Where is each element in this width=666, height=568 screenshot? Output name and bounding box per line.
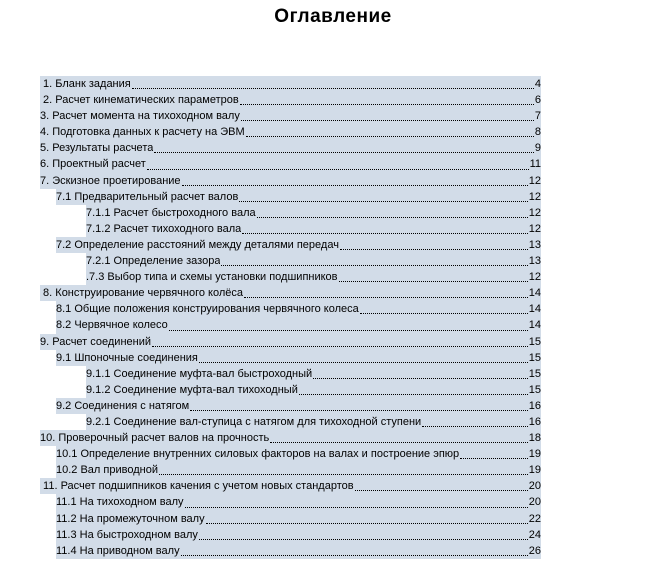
- page-title: Оглавление: [274, 6, 392, 27]
- toc-entry-page: 12: [528, 190, 541, 203]
- dot-leader: [240, 104, 534, 105]
- toc-entry-label: 8.2 Червячное колесо: [56, 319, 168, 332]
- toc-entry[interactable]: [40, 140, 541, 156]
- toc-entry[interactable]: [40, 92, 541, 108]
- toc-entry-page: 14: [528, 303, 541, 316]
- toc-entry[interactable]: [56, 317, 541, 333]
- toc-entry[interactable]: [56, 350, 541, 366]
- dot-leader: [132, 88, 534, 89]
- toc-entry-page: 15: [528, 351, 541, 364]
- dot-leader: [299, 394, 528, 395]
- toc-entry-label: .7.3 Выбор типа и схемы установки подшипников: [86, 271, 338, 284]
- toc-entry[interactable]: [56, 446, 541, 462]
- toc-entry-label: 7.2 Определение расстояний между деталями передач: [56, 238, 339, 251]
- toc-entry-page: 22: [528, 512, 541, 525]
- toc-entry-page: 4: [534, 78, 541, 90]
- dot-leader: [460, 458, 528, 459]
- toc-entry[interactable]: [56, 189, 541, 205]
- toc-entry-page: 15: [528, 383, 541, 396]
- toc-entry-page: 19: [528, 464, 541, 477]
- dot-leader: [147, 169, 529, 170]
- toc-entry[interactable]: [86, 221, 541, 237]
- toc-entry-page: 16: [528, 399, 541, 412]
- toc-entry-label: 9.1 Шпоночные соединения: [56, 351, 198, 364]
- toc-entry-label: 11.2 На промежуточном валу: [56, 512, 205, 525]
- toc-entry-page: 13: [528, 255, 541, 268]
- dot-leader: [154, 152, 534, 153]
- toc-entry[interactable]: [40, 478, 541, 494]
- toc-entry-page: 7: [534, 110, 541, 123]
- toc-entry-label: 9. Расчет соединений: [40, 335, 152, 348]
- dot-leader: [182, 185, 528, 186]
- toc-entry[interactable]: [40, 108, 541, 124]
- dot-leader: [355, 490, 528, 491]
- dot-leader: [239, 201, 527, 202]
- toc-entry-label: 9.2.1 Соединение вал-ступица с натягом для тихоходной ступени: [86, 415, 422, 428]
- toc-entry-label: 7.1 Предварительный расчет валов: [56, 190, 239, 203]
- toc-entry-label: 7.1.1 Расчет быстроходного вала: [86, 206, 256, 219]
- dot-leader: [185, 507, 528, 508]
- dot-leader: [152, 346, 528, 347]
- toc-entry-page: 8: [534, 126, 541, 139]
- dot-leader: [181, 555, 528, 556]
- toc-entry-label: 3. Расчет момента на тихоходном валу: [40, 110, 240, 123]
- toc-entry[interactable]: [56, 237, 541, 253]
- dot-leader: [246, 136, 534, 137]
- dot-leader: [313, 378, 528, 379]
- toc-entry[interactable]: [40, 76, 541, 92]
- toc-entry-label: 11. Расчет подшипников качения с учетом новых стандартов: [40, 480, 354, 493]
- toc-entry-page: 15: [528, 367, 541, 380]
- toc-entry-page: 12: [528, 222, 541, 235]
- toc-entry-label: 2. Расчет кинематических параметров: [40, 94, 239, 107]
- toc-entry-page: 18: [528, 432, 541, 445]
- toc-entry-page: 20: [528, 496, 541, 509]
- toc-entry-page: 15: [528, 335, 541, 348]
- toc-entry-page: 11: [529, 158, 541, 171]
- dot-leader: [206, 523, 528, 524]
- toc-entry-page: 9: [534, 142, 541, 155]
- toc-entry-page: 24: [528, 528, 541, 541]
- dot-leader: [340, 249, 528, 250]
- dot-leader: [190, 410, 528, 411]
- toc-entry[interactable]: [40, 173, 541, 189]
- toc-entry-label: 11.4 На приводном валу: [56, 544, 180, 557]
- dot-leader: [242, 233, 527, 234]
- toc-entry[interactable]: [86, 366, 541, 382]
- dot-leader: [339, 281, 528, 282]
- toc-entry[interactable]: [86, 253, 541, 269]
- toc-entry-label: 6. Проектный расчет: [40, 158, 146, 171]
- toc-entry-page: 13: [528, 238, 541, 251]
- toc-entry[interactable]: [40, 334, 541, 350]
- toc-entry-label: 1. Бланк задания: [40, 78, 131, 90]
- toc-entry-page: 14: [528, 287, 541, 300]
- toc-entry-page: 20: [528, 480, 541, 493]
- toc-entry-label: 4. Подготовка данных к расчету на ЭВМ: [40, 126, 245, 139]
- toc-entry[interactable]: [56, 527, 541, 543]
- toc-list: [40, 76, 541, 559]
- toc-entry[interactable]: [40, 124, 541, 140]
- toc-entry-label: 7. Эскизное проетирование: [40, 174, 181, 187]
- toc-entry-label: 11.3 На быстроходном валу: [56, 528, 198, 541]
- toc-entry-page: 12: [528, 271, 541, 284]
- dot-leader: [257, 217, 528, 218]
- toc-entry-label: 5. Результаты расчета: [40, 142, 154, 155]
- dot-leader: [169, 330, 528, 331]
- toc-entry-page: 16: [528, 415, 541, 428]
- toc-entry-page: 12: [528, 174, 541, 187]
- toc-entry-page: 26: [528, 544, 541, 557]
- toc-entry-page: 6: [534, 94, 541, 107]
- toc-entry-label: 10.1 Определение внутренних силовых факторов на валах и построение эпюр: [56, 448, 460, 461]
- dot-leader: [159, 474, 528, 475]
- toc-entry[interactable]: [56, 494, 541, 510]
- toc-entry-label: 11.1 На тихоходном валу: [56, 496, 184, 509]
- toc-entry[interactable]: [56, 398, 541, 414]
- toc-entry[interactable]: [40, 156, 541, 172]
- toc-entry[interactable]: [40, 430, 541, 446]
- dot-leader: [360, 313, 528, 314]
- dot-leader: [241, 120, 534, 121]
- toc-entry-label: 10.2 Вал приводной: [56, 464, 158, 477]
- toc-entry-label: 9.1.2 Соединение муфта-вал тихоходный: [86, 383, 298, 396]
- toc-entry-label: 7.1.2 Расчет тихоходного вала: [86, 222, 242, 235]
- toc-entry[interactable]: [56, 301, 541, 317]
- toc-entry-label: 9.1.1 Соединение муфта-вал быстроходный: [86, 367, 313, 380]
- toc-entry-label: 9.2 Соединения с натягом: [56, 399, 190, 412]
- toc-entry-label: 8. Конструирование червячного колёса: [40, 287, 244, 300]
- toc-entry-page: 12: [528, 206, 541, 219]
- dot-leader: [199, 539, 528, 540]
- toc-entry[interactable]: [86, 382, 541, 398]
- dot-leader: [270, 442, 528, 443]
- toc-entry-page: 14: [528, 319, 541, 332]
- toc-entry[interactable]: [86, 205, 541, 221]
- toc-entry-label: 10. Проверочный расчет валов на прочность: [40, 432, 270, 445]
- dot-leader: [422, 426, 528, 427]
- toc-entry[interactable]: [56, 511, 541, 527]
- toc-entry[interactable]: [86, 414, 541, 430]
- toc-entry-page: 19: [528, 448, 541, 461]
- toc-entry-label: 7.2.1 Определение зазора: [86, 255, 221, 268]
- toc-entry[interactable]: [56, 462, 541, 478]
- toc-entry[interactable]: [56, 543, 541, 559]
- toc-entry[interactable]: [86, 269, 541, 285]
- dot-leader: [244, 297, 528, 298]
- dot-leader: [221, 265, 527, 266]
- toc-entry-label: 8.1 Общие положения конструирования червячного колеса: [56, 303, 359, 316]
- dot-leader: [199, 362, 528, 363]
- toc-entry[interactable]: [40, 285, 541, 301]
